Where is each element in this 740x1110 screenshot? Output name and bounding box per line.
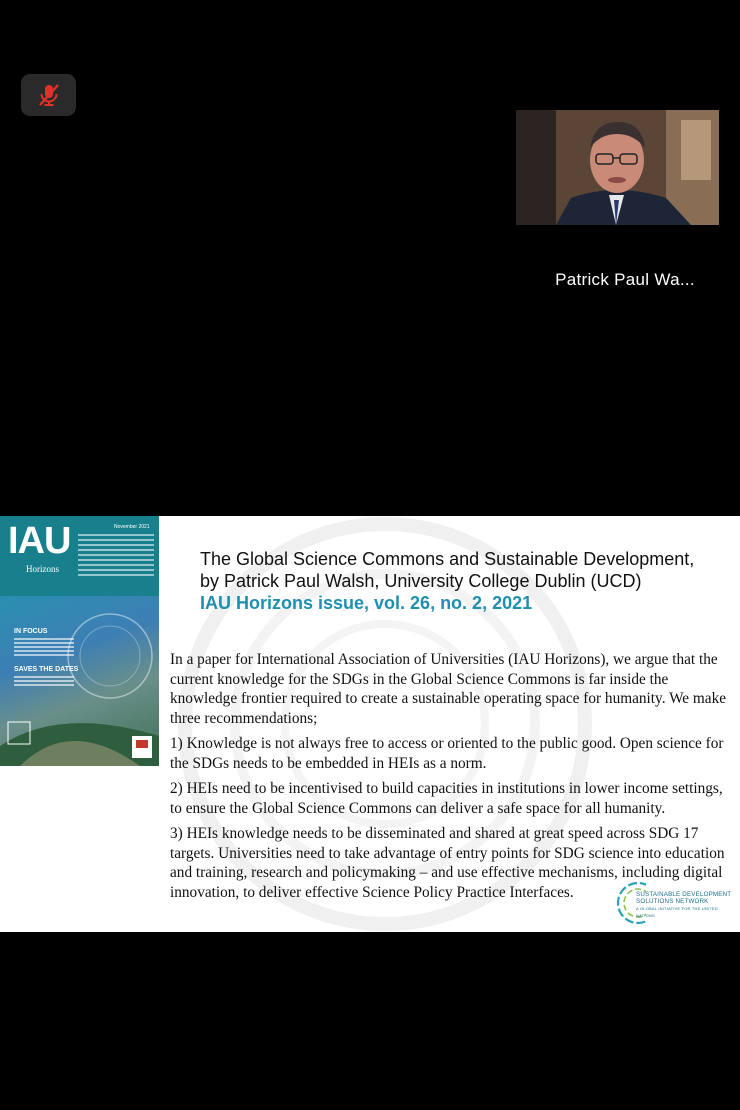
cover-date: November 2021 (114, 524, 150, 530)
cover-horizons: Horizons (26, 564, 59, 574)
cover-saves-the-dates: SAVES THE DATES (14, 666, 79, 673)
participant-video-frame (516, 110, 719, 225)
slide-title (200, 548, 720, 614)
microphone-muted-icon (35, 81, 63, 109)
cover-logo: IAU (8, 520, 71, 562)
slide-title-line2: by Patrick Paul Walsh, University College Dublin (UCD) (200, 571, 642, 591)
slide-recommendation-2: 2) HEIs need to be incentivised to build capacities in institutions in lower income settings, to ensure the Global Science Commons can deliver a safe space for all humanity. (170, 780, 723, 817)
sdsn-logo (616, 880, 738, 926)
cover-blurb (78, 534, 154, 590)
slide-recommendation-1: 1) Knowledge is not always free to access or oriented to the public good. Open science for the SDGs needs to be embedded in HEIs as a norm. (170, 735, 724, 772)
sdsn-text (636, 891, 738, 919)
cover-in-focus: IN FOCUS (14, 628, 48, 635)
cover-focus-text (14, 638, 74, 658)
participant-name: Patrick Paul Wa... (555, 270, 695, 289)
slide-paragraph-intro: In a paper for International Association of Universities (IAU Horizons), we argue that the current knowledge for the SDGs in the Global Science Commons is far inside the knowledge frontier required to create a sustainable operating space for humanity. We make three recommendations; (170, 651, 727, 727)
sdsn-line3: A GLOBAL INITIATIVE FOR THE UNITED NATIONS (636, 906, 718, 918)
slide-body (170, 650, 735, 908)
sdsn-line1: SUSTAINABLE DEVELOPMENT (636, 891, 732, 898)
slide-subtitle: IAU Horizons issue, vol. 26, no. 2, 2021 (200, 593, 533, 613)
slide-recommendation-3: 3) HEIs knowledge needs to be disseminated and shared at great speed across SDG 17 targets. Universities need to take advantage of entry points for SDG science into education and training, research and policymaking – and use effective mechanisms, including digital innovation, to deliver effective Science Policy Practice Interfaces. (170, 825, 725, 901)
slide-title-line1: The Global Science Commons and Sustainable Development, (200, 549, 695, 569)
iau-horizons-cover (0, 516, 159, 766)
shared-slide (0, 516, 740, 932)
mute-indicator[interactable] (21, 74, 76, 116)
participant-video[interactable] (516, 110, 719, 225)
sdsn-line2: SOLUTIONS NETWORK (636, 898, 709, 905)
cover-dates-text (14, 676, 74, 688)
